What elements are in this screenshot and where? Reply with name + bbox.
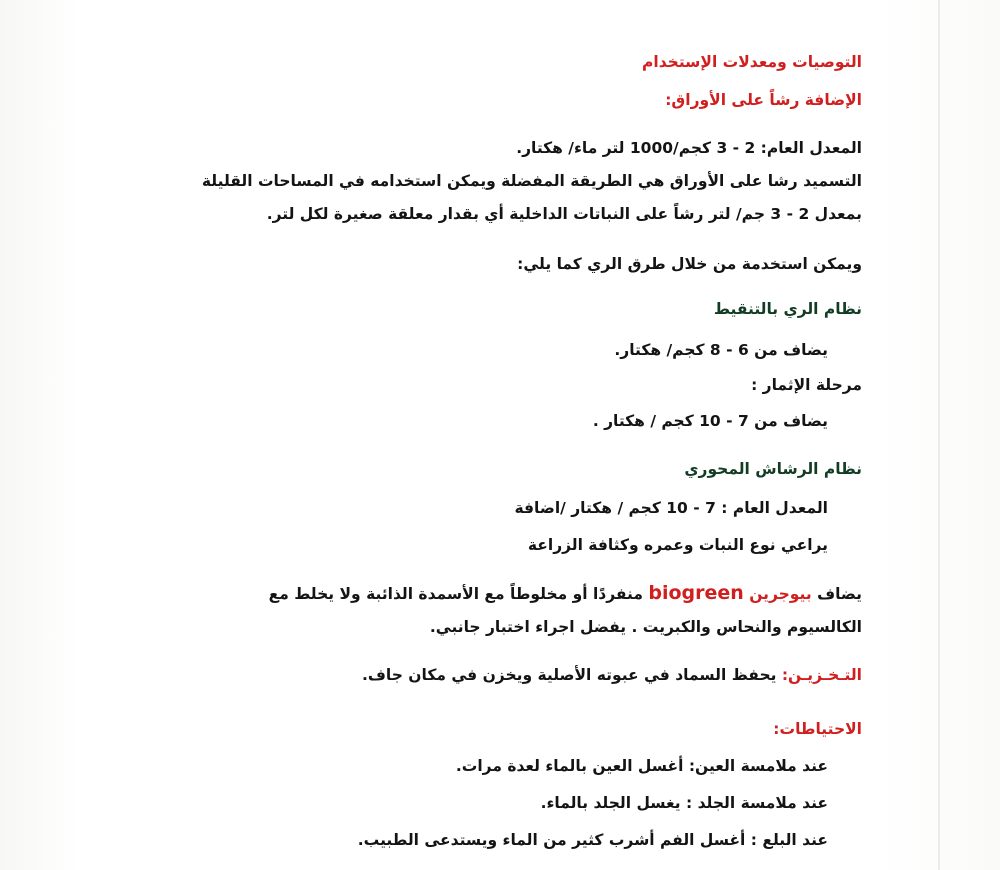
foliar-general-rate: المعدل العام: 2 - 3 كجم/1000 لتر ماء/ هكتار. xyxy=(516,139,862,157)
foliar-line-2: بمعدل 2 - 3 جم/ لتر رشاً على النباتات الداخلية أي بقدار معلقة صغيرة لكل لتر. xyxy=(266,205,862,223)
document-title: التوصيات ومعدلات الإستخدام xyxy=(642,53,862,71)
foliar-heading: الإضافة رشاً على الأوراق: xyxy=(665,91,862,109)
drip-heading: نظام الري بالتنقيط xyxy=(713,300,862,318)
brand-name-latin: biogreen xyxy=(648,582,744,604)
storage-line xyxy=(362,664,862,686)
mixing-rest: منفردًا أو مخلوطاً مع الأسمدة الذائبة ولا يخلط مع xyxy=(268,585,643,603)
pivot-rate: المعدل العام : 7 - 10 كجم / هكتار /اضافة xyxy=(514,499,828,517)
precaution-swallow: عند البلع : أغسل الفم أشرب كثير من الماء ويستدعى الطبيب. xyxy=(357,831,828,849)
precaution-eyes: عند ملامسة العين: أغسل العين بالماء لعدة مرات. xyxy=(455,757,828,775)
pivot-note: يراعي نوع النبات وعمره وكثافة الزراعة xyxy=(527,536,828,554)
drip-rate: يضاف من 6 - 8 كجم/ هكتار. xyxy=(614,341,828,359)
precaution-skin: عند ملامسة الجلد : يغسل الجلد بالماء. xyxy=(540,794,828,812)
foliar-line-1: التسميد رشا على الأوراق هي الطريقة المفضلة ويمكن استخدامه في المساحات القليلة xyxy=(201,172,862,190)
brand-name-arabic: بيوجرين xyxy=(749,585,812,603)
precautions-heading: الاحتياطات: xyxy=(773,720,862,738)
paper-fold xyxy=(938,0,940,870)
storage-label: التـخـزيـن: xyxy=(781,666,862,684)
storage-text: يحفظ السماد في عبوته الأصلية ويخزن في مكان جاف. xyxy=(362,666,777,684)
mixing-prefix: يضاف xyxy=(817,585,862,603)
mixing-line-2: الكالسيوم والنحاس والكبريت . يفضل اجراء اختبار جانبي. xyxy=(429,618,862,636)
fruiting-heading: مرحلة الإثمار : xyxy=(751,376,862,394)
fruiting-rate: يضاف من 7 - 10 كجم / هكتار . xyxy=(592,412,828,430)
mixing-line-1 xyxy=(269,582,862,605)
pivot-heading: نظام الرشاش المحوري xyxy=(684,460,862,478)
irrigation-intro: ويمكن استخدمة من خلال طرق الري كما يلي: xyxy=(517,255,862,273)
